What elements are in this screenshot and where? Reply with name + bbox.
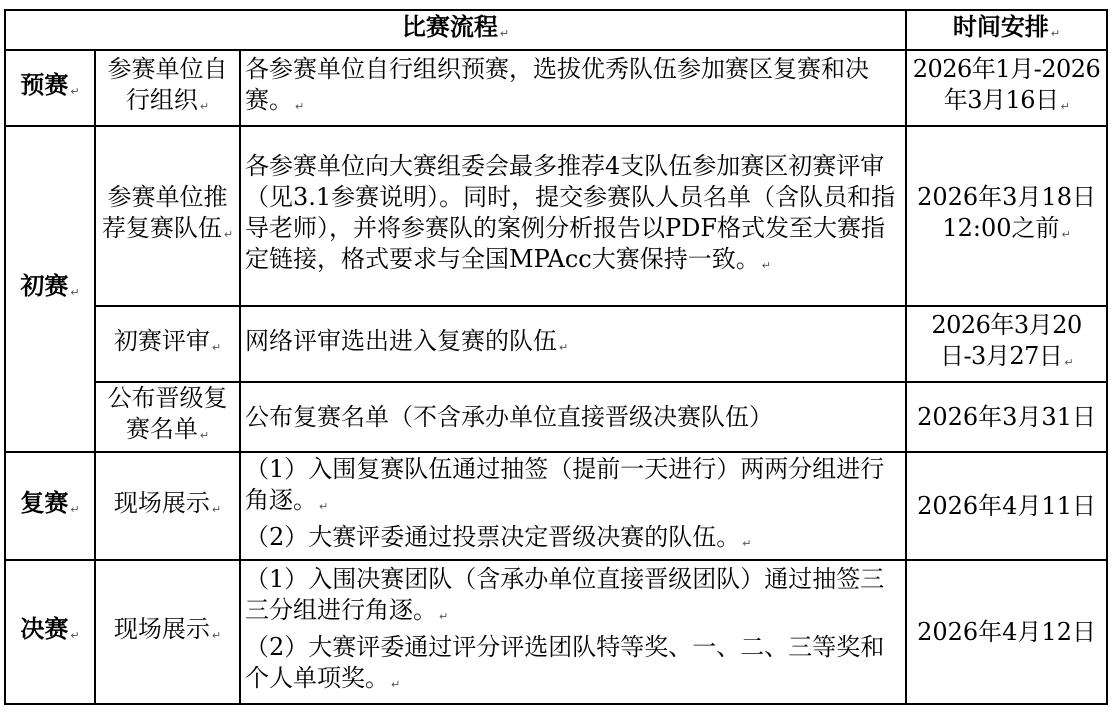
substage-initial-2: 初赛评审 ↵: [95, 306, 240, 382]
table-row-initial-3: [5, 382, 1107, 452]
desc-semifinal-line-1: （1）入围复赛队伍通过抽签（提前一天进行）两两分组进行角逐。 ↵: [245, 454, 885, 514]
desc-semifinal-line-2: （2）大赛评委通过投票决定晋级决赛的队伍。 ↵: [245, 522, 752, 551]
desc-initial-1: 各参赛单位向大赛组委会最多推荐4支队伍参加赛区初赛评审（见3.1参赛说明）。同时，提交参赛队人员名单（含队员和指导老师），并将参赛队的案例分析报告以PDF格式发至大赛指定链接，格式要求与全国MPAcc大赛保持一致。 ↵: [240, 126, 906, 306]
stage-initial: 初赛 ↵: [5, 126, 95, 452]
desc-initial-3: 公布复赛名单（不含承办单位直接晋级决赛队伍）: [240, 382, 906, 452]
stage-preliminary: 预赛 ↵: [5, 50, 95, 126]
time-final: 2026年4月12日: [906, 560, 1107, 704]
substage-initial-1: 参赛单位推荐复赛队伍 ↵: [95, 126, 240, 306]
stage-final: 决赛 ↵: [5, 560, 95, 704]
desc-final: [240, 560, 906, 704]
substage-preliminary: 参赛单位自行组织 ↵: [95, 50, 240, 126]
table-row-preliminary: [5, 50, 1107, 126]
stage-semifinal: 复赛 ↵: [5, 452, 95, 560]
desc-initial-2: 网络评审选出进入复赛的队伍 ↵: [240, 306, 906, 382]
substage-semifinal: 现场展示 ↵: [95, 452, 240, 560]
header-flow: 比赛流程 ↵: [5, 10, 906, 50]
table-row-initial-1: [5, 126, 1107, 306]
desc-preliminary: 各参赛单位自行组织预赛，选拔优秀队伍参加赛区复赛和决赛。 ↵: [240, 50, 906, 126]
time-initial-1: 2026年3月18日12:00之前 ↵: [906, 126, 1107, 306]
competition-schedule-table: [4, 9, 1108, 705]
desc-semifinal: [240, 452, 906, 560]
desc-final-line-1: （1）入围决赛团队（含承办单位直接晋级团队）通过抽签三三分组进行角逐。 ↵: [245, 565, 885, 624]
table-row-final: [5, 560, 1107, 704]
substage-initial-3: 公布晋级复赛名单 ↵: [95, 382, 240, 452]
header-time: 时间安排 ↵: [906, 10, 1107, 50]
table-header-row: [5, 10, 1107, 50]
time-semifinal: 2026年4月11日: [906, 452, 1107, 560]
table-row-initial-2: [5, 306, 1107, 382]
table-row-semifinal: [5, 452, 1107, 560]
time-initial-2: 2026年3月20日-3月27日 ↵: [906, 306, 1107, 382]
time-preliminary: 2026年1月-2026年3月16日 ↵: [906, 50, 1107, 126]
substage-final: 现场展示 ↵: [95, 560, 240, 704]
desc-final-line-2: （2）大赛评委通过评分评选团队特等奖、一、二、三等奖和个人单项奖。 ↵: [245, 633, 885, 692]
time-initial-3: 2026年3月31日: [906, 382, 1107, 452]
